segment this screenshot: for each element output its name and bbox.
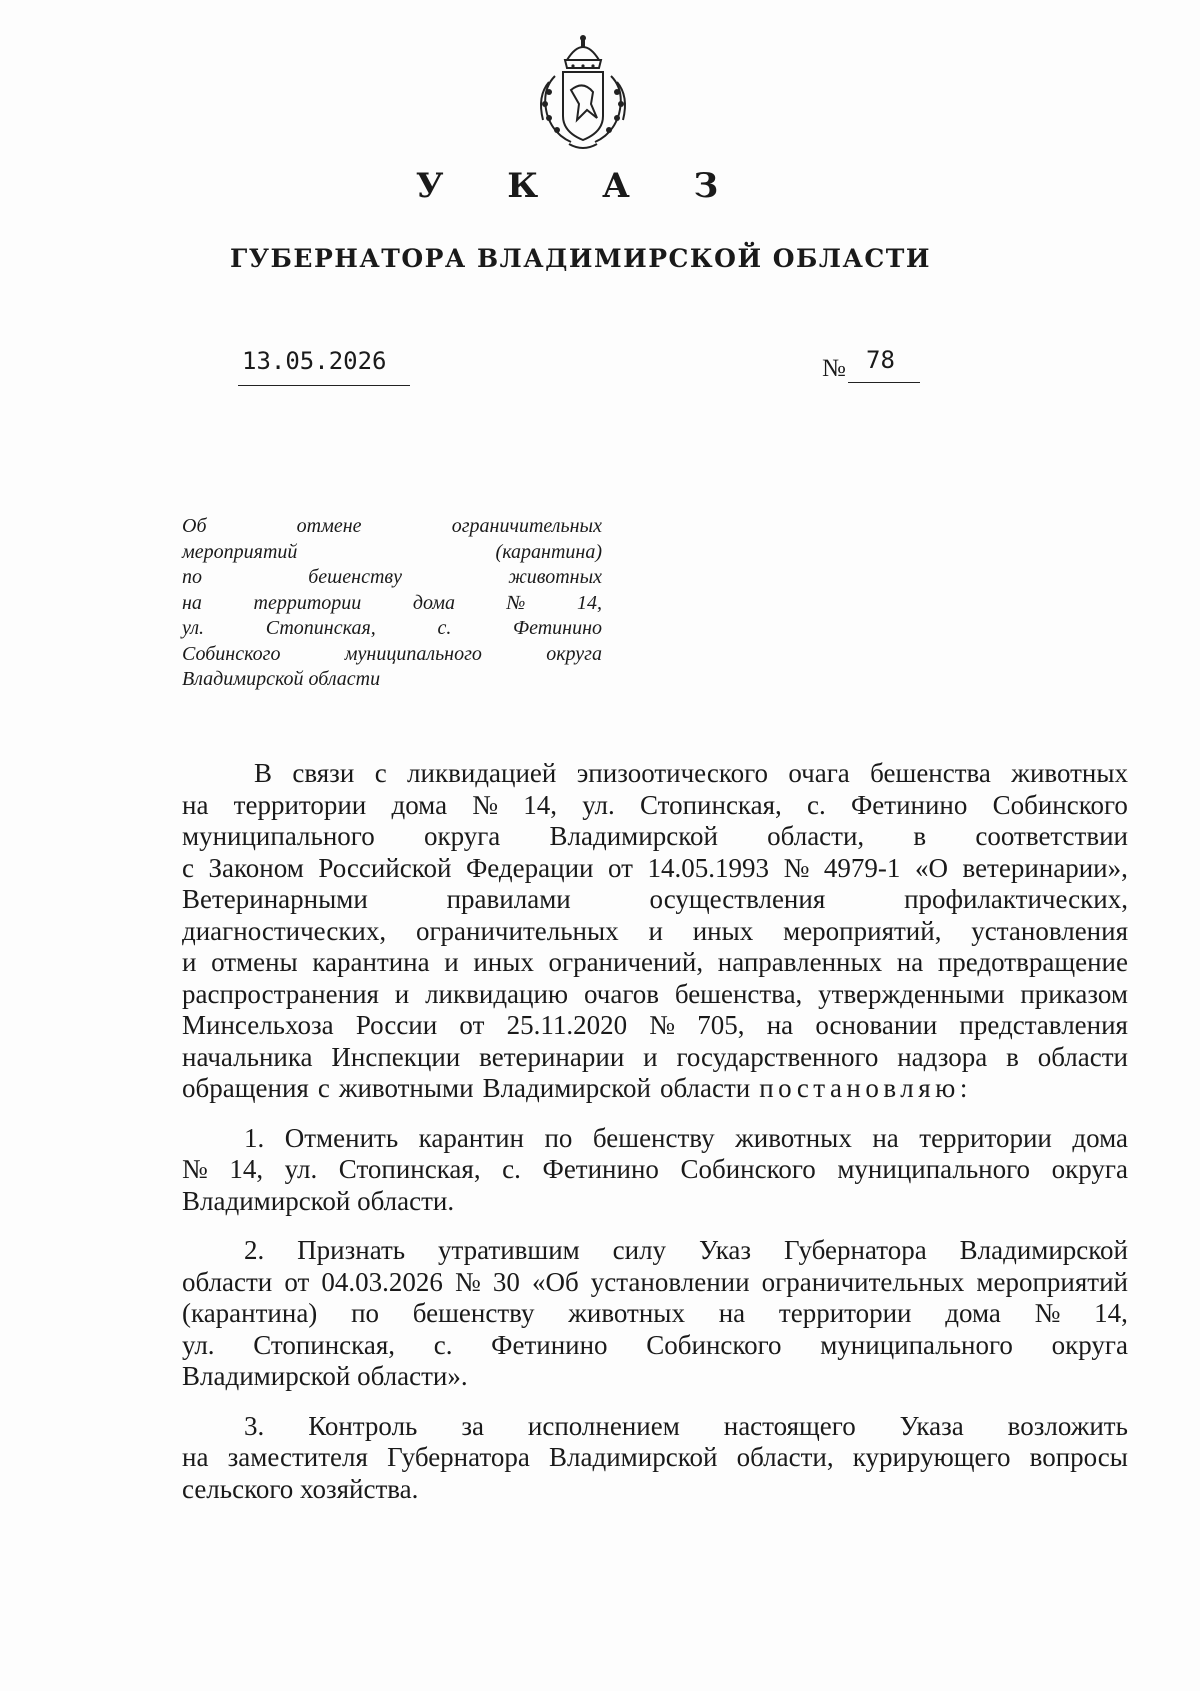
text-line: диагностических, ограничительных и иных мероприятий, установления [182,915,1128,946]
decree-subject [182,514,602,693]
number-sign: № [822,355,846,382]
text-line: ул. Стопинская, с. Фетинино Собинского муниципального округа [182,1329,1128,1360]
subject-line: ул. Стопинская, с. Фетинино [182,617,602,639]
document-type-title: У К А З [415,166,745,206]
item-3 [182,1411,1128,1506]
text-line: № 14, ул. Стопинская, с. Фетинино Собинского муниципального округа [182,1154,1128,1184]
text-line: (карантина) по бешенству животных на территории дома № 14, [182,1298,1128,1328]
text-line: В связи с ликвидацией эпизоотического очага бешенства животных [254,758,1128,788]
subject-line: Об отмене ограничительных [182,515,602,537]
text-line: Минсельхоза России от 25.11.2020 № 705, на основании представления [182,1010,1128,1040]
subject-line: мероприятий (карантина) [182,540,602,563]
text-line: 3. Контроль за исполнением настоящего Указа возложить [244,1410,1128,1441]
text-line: на заместителя Губернатора Владимирской области, курирующего вопросы [182,1442,1128,1472]
text-line: области от 04.03.2026 № 30 «Об установлении ограничительных мероприятий [182,1266,1128,1297]
text-line: 1. Отменить карантин по бешенству животных на территории дома [244,1122,1128,1153]
text-line: и отмены карантина и иных ограничений, направленных на предотвращение [182,947,1128,977]
subject-line: Собинского муниципального округа [182,642,602,665]
decree-word: постановляю: [759,1073,972,1103]
subject-line: на территории дома № 14, [182,591,602,614]
text-line: обращения с животными Владимирской области постановляю: [182,1073,972,1103]
decree-body [182,758,1128,1505]
item-1 [182,1123,1128,1218]
text-line: начальника Инспекции ветеринарии и государственного надзора в области [182,1041,1128,1072]
coat-of-arms-icon [527,30,639,156]
document-number: 78 [866,346,895,374]
date-underline [238,385,410,386]
text-line: 2. Признать утратившим силу Указ Губернатора Владимирской [244,1235,1128,1265]
text-line: Ветеринарными правилами осуществления профилактических, [182,884,1128,914]
text-line: Владимирской области». [182,1361,468,1391]
subject-line: по бешенству животных [182,566,602,588]
item-2 [182,1235,1128,1393]
subject-line: Владимирской области [182,668,381,690]
text-line: на территории дома № 14, ул. Стопинская, с. Фетинино Собинского [182,789,1128,820]
paragraph-gap [182,1217,1128,1235]
text-line: муниципального округа Владимирской области, в соответствии [182,821,1128,851]
issuing-authority: ГУБЕРНАТОРА ВЛАДИМИРСКОЙ ОБЛАСТИ [230,244,932,273]
text-line: распространения и ликвидацию очагов бешенства, утвержденными приказом [182,978,1128,1009]
text-line: сельского хозяйства. [182,1473,419,1504]
paragraph-gap [182,1393,1128,1411]
text-line: с Законом Российской Федерации от 14.05.1993 № 4979-1 «О ветеринарии», [182,852,1128,883]
text-line: Владимирской области. [182,1185,455,1216]
preamble-paragraph [182,758,1128,1105]
number-underline [848,382,920,383]
document-date: 13.05.2026 [242,347,387,375]
paragraph-gap [182,1105,1128,1123]
